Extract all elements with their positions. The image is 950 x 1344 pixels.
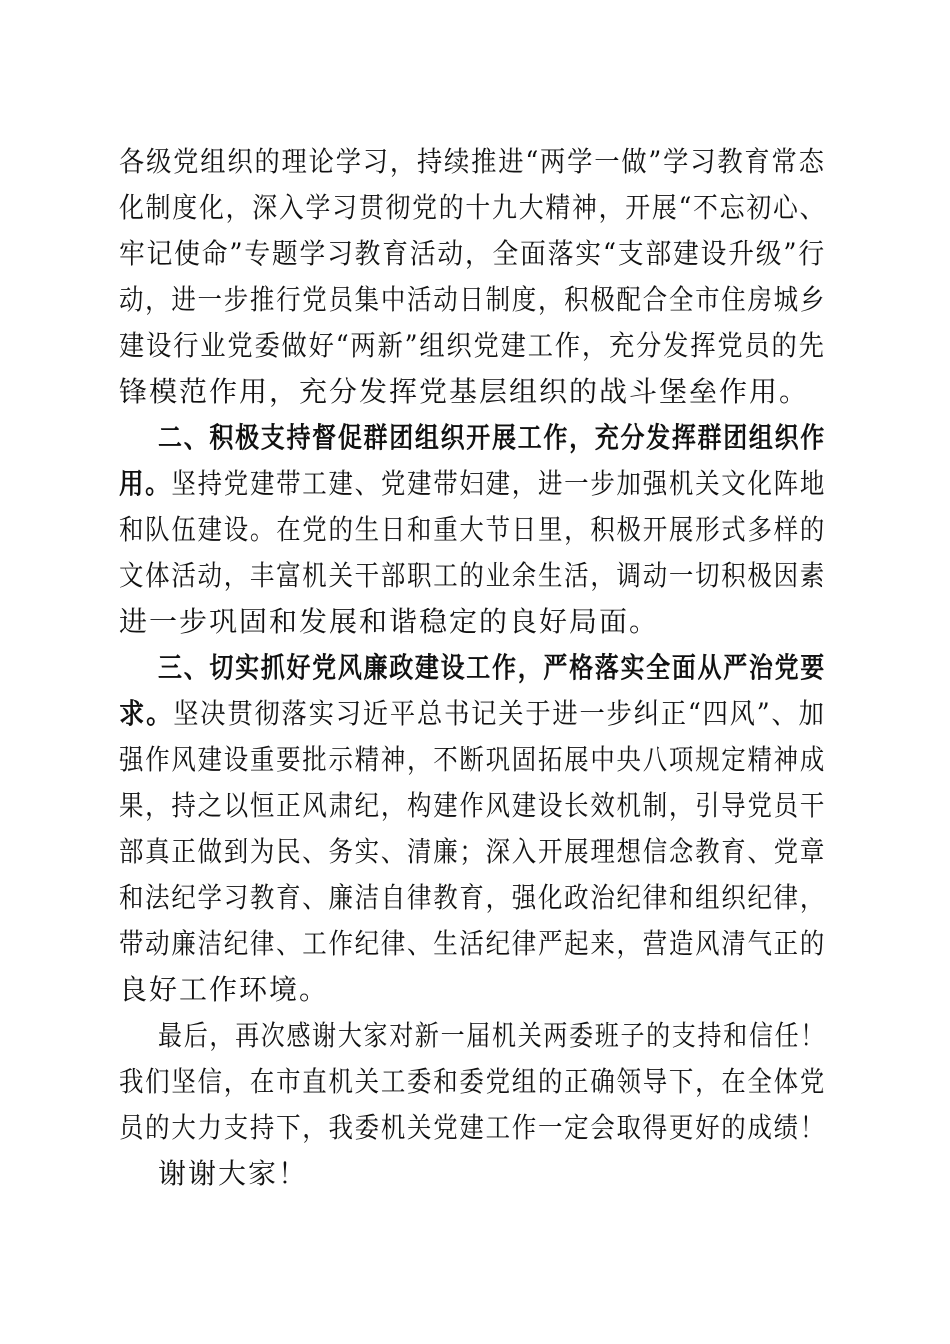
line-text: 动，进一步推行党员集中活动日制度，积极配合全市住房城乡: [119, 283, 827, 316]
paragraph-line: [119, 832, 826, 872]
line-text: 各级党组织的理论学习，持续推进“两学一做”学习教育常态: [119, 145, 826, 178]
line-text: 和队伍建设。在党的生日和重大节日里，积极开展形式多样的: [119, 513, 827, 546]
line-text: 果，持之以恒正风肃纪，构建作风建设长效机制，引导党员干: [119, 789, 827, 822]
line-text: 坚持党建带工建、党建带妇建，进一步加强机关文化阵地: [171, 467, 827, 500]
paragraph-line: [119, 1062, 826, 1102]
section-two-heading: [158, 418, 826, 458]
paragraph-line: [119, 188, 826, 228]
line-text: 谢谢大家！: [158, 1157, 309, 1190]
line-text: 建设行业党委做好“两新”组织党建工作，充分发挥党员的先: [119, 329, 826, 362]
thanks-line: [158, 1154, 308, 1194]
line-text: 我们坚信，在市直机关工委和委党组的正确领导下，在全体党: [119, 1065, 827, 1098]
paragraph-line: [119, 740, 826, 780]
line-text: 最后，再次感谢大家对新一届机关两委班子的支持和信任！: [158, 1019, 827, 1052]
paragraph-line: [119, 878, 826, 918]
line-text: 进一步巩固和发展和谐稳定的良好局面。: [119, 605, 660, 638]
paragraph-line: [119, 326, 826, 366]
paragraph-line: [119, 372, 809, 412]
paragraph-line: [119, 694, 826, 734]
paragraph-line: [119, 556, 826, 596]
line-text: 锋模范作用，充分发挥党基层组织的战斗堡垒作用。: [119, 375, 810, 408]
line-text: 化制度化，深入学习贯彻党的十九大精神，开展“不忘初心、: [119, 191, 827, 224]
line-text: 带动廉洁纪律、工作纪律、生活纪律严起来，营造风清气正的: [119, 927, 827, 960]
paragraph-line: [119, 924, 826, 964]
paragraph-line: [119, 510, 826, 550]
section-three-heading: [158, 648, 826, 688]
heading-text: 二、积极支持督促群团组织开展工作，充分发挥群团组织作: [158, 421, 827, 454]
paragraph-line: [119, 786, 826, 826]
line-text: 良好工作环境。: [119, 973, 330, 1006]
heading-text: 用。: [119, 467, 172, 500]
line-text: 强作风建设重要批示精神，不断巩固拓展中央八项规定精神成: [119, 743, 827, 776]
paragraph-line: [119, 142, 826, 182]
line-text: 部真正做到为民、务实、清廉；深入开展理想信念教育、党章: [119, 835, 827, 868]
line-text: 文体活动，丰富机关干部职工的业余生活，调动一切积极因素: [119, 559, 827, 592]
paragraph-line: [119, 970, 329, 1010]
line-text: 坚决贯彻落实习近平总书记关于进一步纠正“四风”、加: [173, 697, 826, 730]
line-text: 和法纪学习教育、廉洁自律教育，强化政治纪律和组织纪律，: [119, 881, 827, 914]
heading-text: 求。: [119, 697, 174, 730]
closing-line: [158, 1016, 826, 1056]
paragraph-line: [119, 234, 826, 274]
paragraph-line: [119, 464, 826, 504]
paragraph-line: [119, 1108, 826, 1148]
heading-text: 三、切实抓好党风廉政建设工作，严格落实全面从严治党要: [158, 651, 827, 684]
paragraph-line: [119, 602, 659, 642]
line-text: 牢记使命”专题学习教育活动，全面落实“支部建设升级”行: [119, 237, 826, 270]
paragraph-line: [119, 280, 826, 320]
line-text: 员的大力支持下，我委机关党建工作一定会取得更好的成绩！: [119, 1111, 827, 1144]
